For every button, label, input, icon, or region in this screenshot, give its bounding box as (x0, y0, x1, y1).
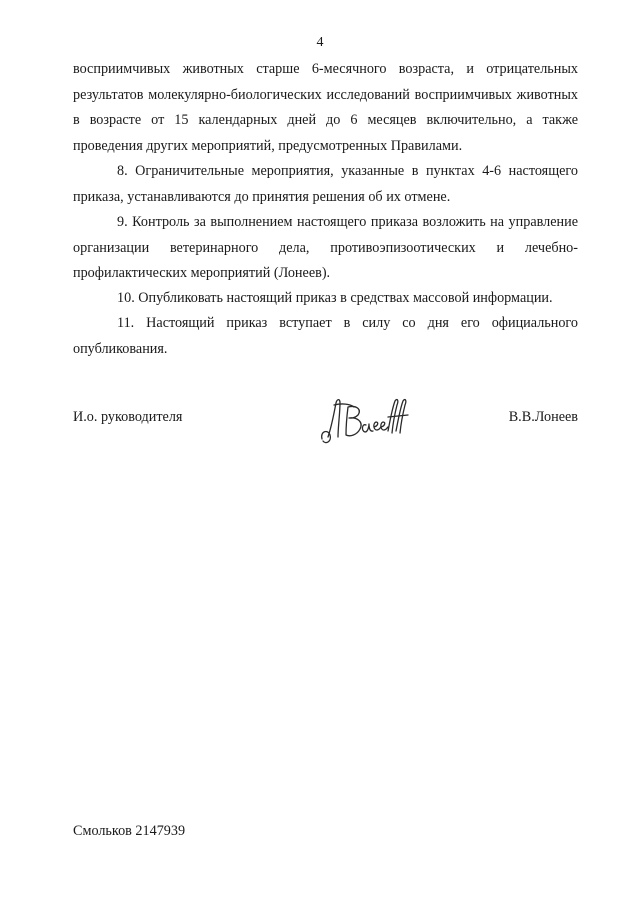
signatory-name: В.В.Лонеев (508, 409, 578, 425)
paragraph-item-8: 8. Ограничительные мероприятия, указанные в пунктах 4-6 настоящего приказа, устанавливаются до принятия решения об их отмене. (73, 163, 578, 205)
page-number: 4 (316, 35, 324, 50)
paragraph-item-10: 10. Опубликовать настоящий приказ в средствах массовой информации. (117, 290, 553, 306)
paragraph-continuation: восприимчивых животных старше 6-месячного возраста, и отрицательных результатов молекулярно-биологических исследований восприимчивых животных в возрасте от 15 календарных дней до 6 месяцев включительно, а также проведения других мероприятий, предусмотренных Правилами. (73, 61, 578, 154)
paragraph-item-11: 11. Настоящий приказ вступает в силу со дня его официального опубликования. (73, 315, 578, 357)
executor-note: Смольков 2147939 (73, 823, 186, 839)
handwritten-signature (318, 395, 428, 447)
signatory-title: И.о. руководителя (73, 409, 183, 425)
paragraph-item-9: 9. Контроль за выполнением настоящего приказа возложить на управление организации ветеринарного дела, противоэпизоотических и лечебно-профилактических мероприятий (Лонеев). (73, 214, 578, 281)
